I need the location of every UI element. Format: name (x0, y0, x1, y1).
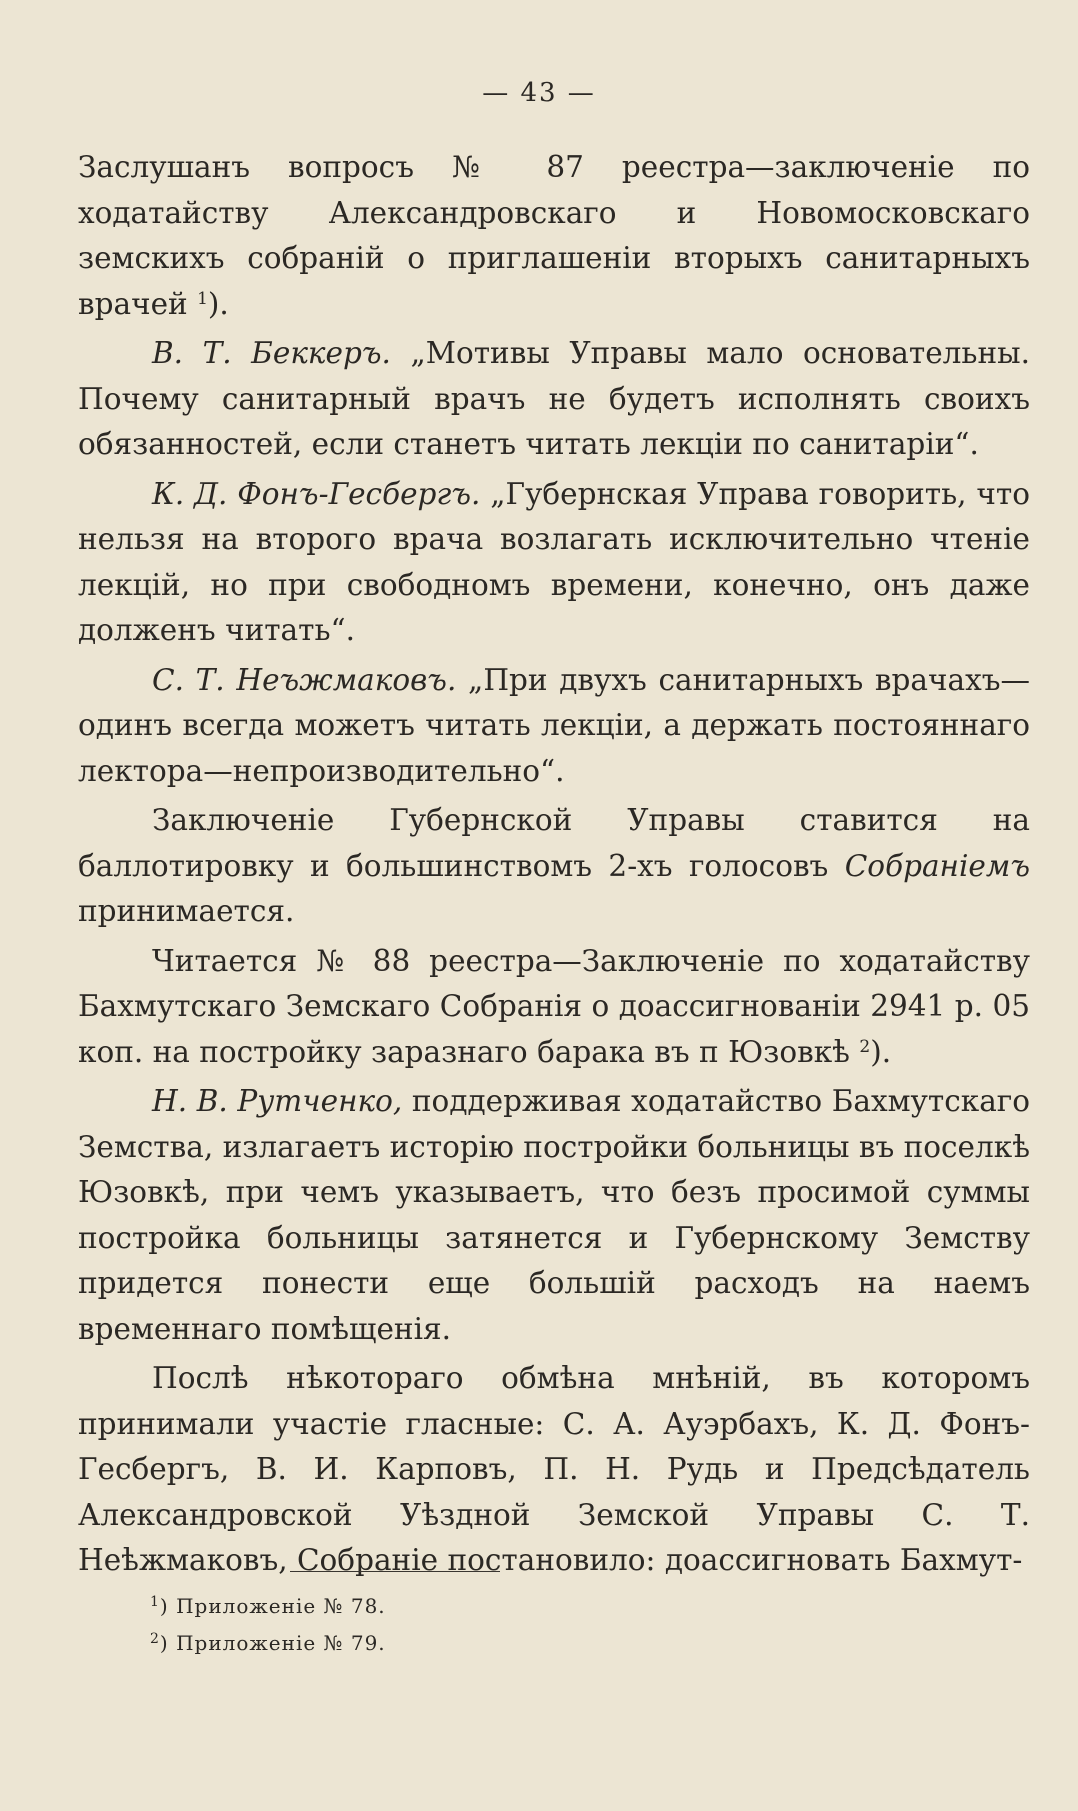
footnote-2: $^2$) Приложеніе № 79. (150, 1631, 386, 1655)
speaker-name: В. Т. Беккеръ. (152, 336, 391, 370)
page-number: — 43 — (482, 78, 596, 108)
footnote-ref-2: 2 (859, 1036, 871, 1057)
paragraph-5: Заключеніе Губернской Управы ставится на баллотировку и большинствомъ 2-хъ голосовъ Собраніемъ принимается. (78, 803, 1030, 928)
paragraph-2: В. Т. Беккеръ. „Мотивы Управы мало основательны. Почему санитарный врачъ не будетъ исполнять своихъ обязанностей, если станетъ читать лекціи по санитаріи“. (78, 336, 1030, 461)
speaker-name: К. Д. Фонъ-Гесбергъ. (152, 476, 481, 511)
body-text (78, 145, 1030, 1584)
footnote-ref-1: 1 (197, 288, 208, 309)
paragraph-6: Читается № 88 реестра—Заключеніе по ходатайству Бахмутскаго Земскаго Собранія о доассигнованіи 2941 р. 05 коп. на постройку заразнаго барака въ п Юзовкѣ $^2$). (78, 943, 1030, 1069)
paragraph-7: Н. В. Рутченко, поддерживая ходатайство Бахмутскаго Земства, излагаетъ исторію постройки больницы въ поселкѣ Юзовкѣ, при чемъ указываетъ, что безъ просимой суммы постройка больницы затянется и Губернскому Земству придется понести еще большій расходъ на наемъ временнаго помѣщенія. (78, 1084, 1030, 1346)
emphasis: Собраніемъ (844, 848, 1030, 883)
footnote-rule (290, 1571, 500, 1572)
footnote-1: $^1$) Приложеніе № 78. (150, 1594, 386, 1618)
speaker-name: С. Т. Неъжмаковъ. (152, 662, 457, 697)
speaker-name: Н. В. Рутченко, (152, 1084, 403, 1118)
paragraph-4: С. Т. Неъжмаковъ. „При двухъ санитарныхъ врачахъ—одинъ всегда можетъ читать лекціи, а держать постояннаго лектора—непроизводительно“. (78, 662, 1030, 788)
paragraph-1: Заслушанъ вопросъ № 87 реестра—заключеніе по ходатайству Александровскаго и Новомосковскаго земскихъ собраній о приглашеніи вторыхъ санитарныхъ врачей $^1$). (78, 150, 1030, 321)
footnotes (150, 1588, 386, 1662)
paragraph-8: Послѣ нѣкотораго обмѣна мнѣній, въ которомъ принимали участіе гласные: С. А. Ауэрбахъ, К. Д. Фонъ-Гесбергъ, В. И. Карповъ, П. Н. Рудь и Предсѣдатель Александровской Уѣздной Земской Управы С. Т. Неѣжмаковъ, Собраніе постановило: доассигновать Бахмут- (78, 1361, 1030, 1577)
paragraph-3: К. Д. Фонъ-Гесбергъ. „Губернская Управа говорить, что нельзя на второго врача возлагать исключительно чтеніе лекцій, но при свободномъ времени, конечно, онъ даже долженъ читать“. (78, 476, 1030, 647)
